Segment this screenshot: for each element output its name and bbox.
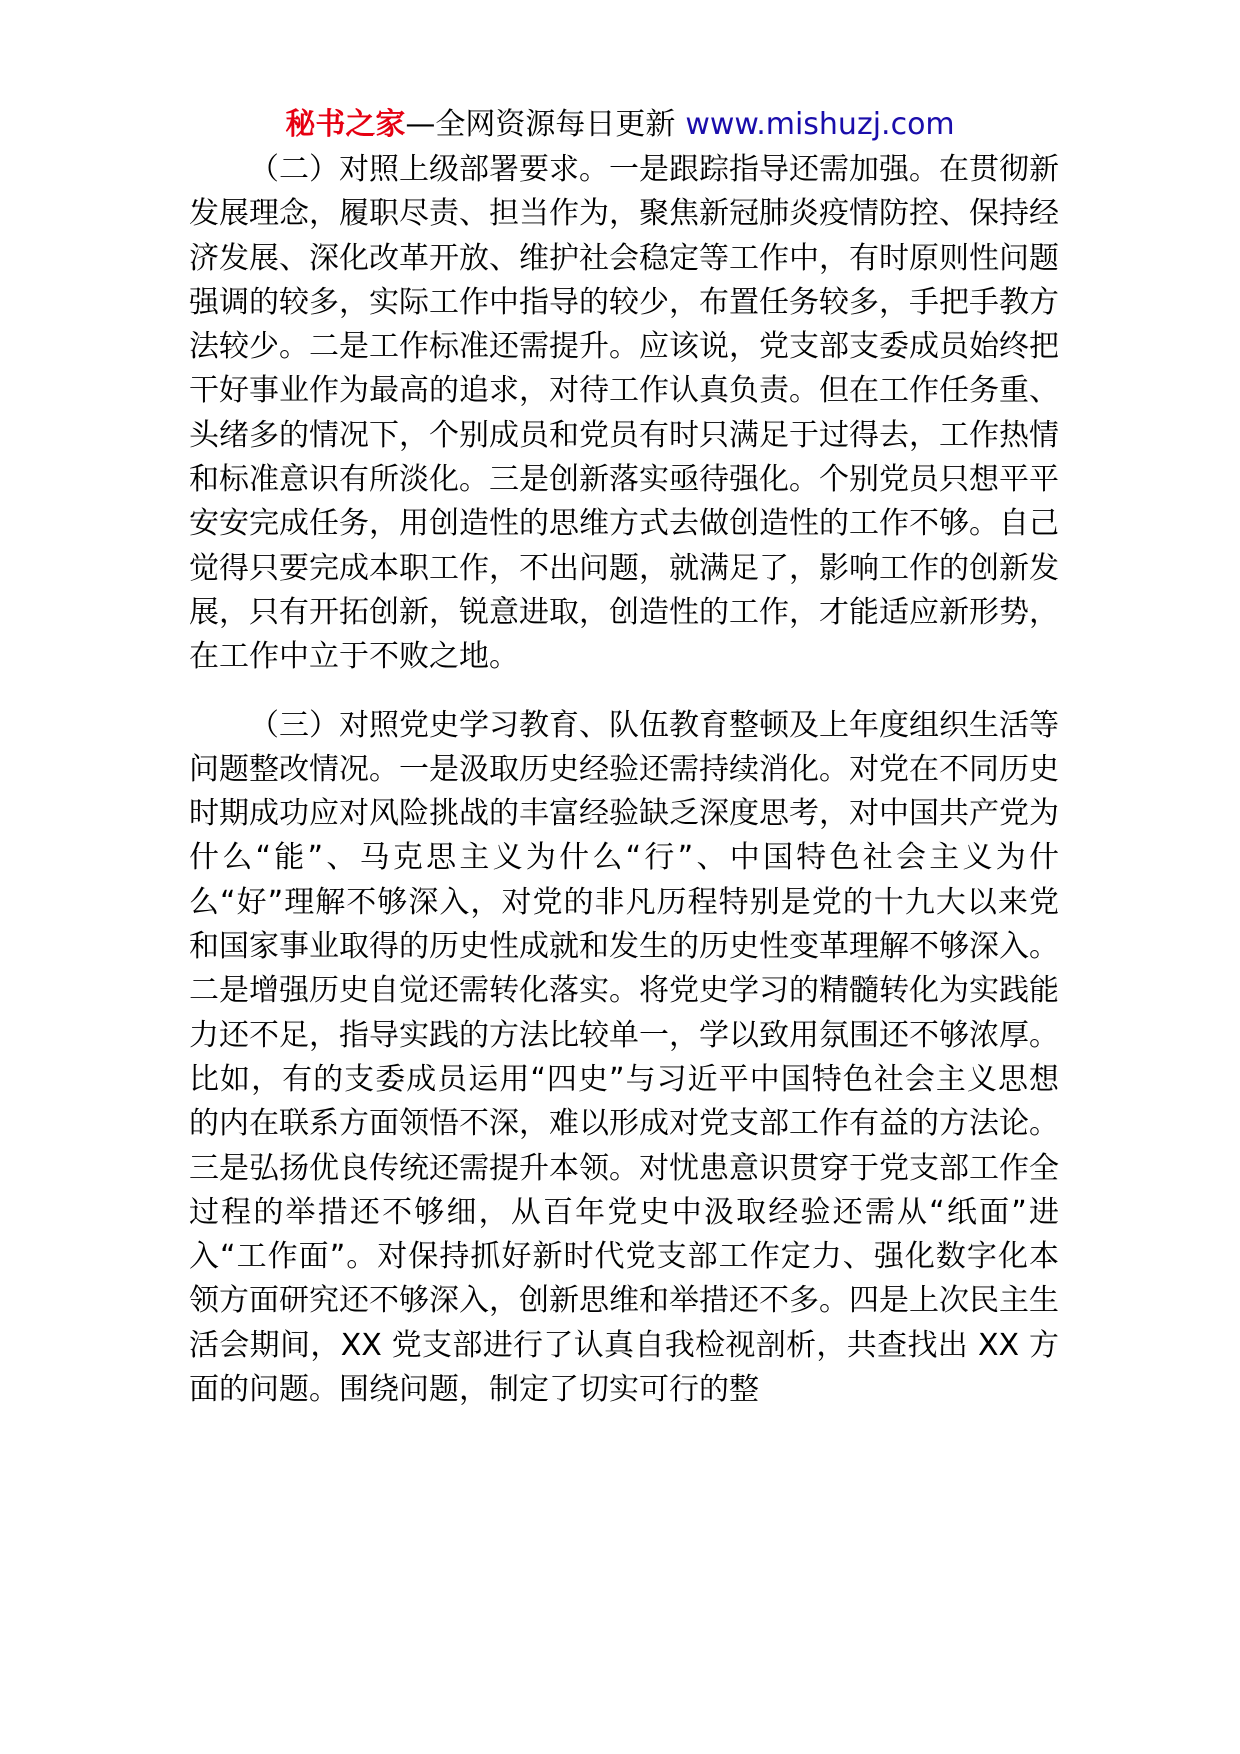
paragraph-section-2: （二）对照上级部署要求。一是跟踪指导还需加强。在贯彻新发展理念，履职尽责、担当作为，聚焦新冠肺炎疫情防控、保持经济发展、深化改革开放、维护社会稳定等工作中，有时原则性问题强调的较多，实际工作中指导的较少，布置任务较多，手把手教方法较少。二是工作标准还需提升。应该说，党支部支委成员始终把干好事业作为最高的追求，对待工作认真负责。但在工作任务重、头绪多的情况下，个别成员和党员有时只满足于过得去，工作热情和标准意识有所淡化。三是创新落实亟待强化。个别党员只想平平安安完成任务，用创造性的思维方式去做创造性的工作不够。自己觉得只要完成本职工作，不出问题，就满足了，影响工作的创新发展，只有开拓创新，锐意进取，创造性的工作，才能适应新形势，在工作中立于不败之地。 [189,152,1059,675]
header-tagline: —全网资源每日更新 [405,107,676,142]
page-header [0,103,1240,147]
header-url[interactable]: www.mishuzj.com [685,107,955,142]
header-brand: 秘书之家 [285,107,406,142]
document-body [189,148,1059,1412]
paragraph-section-3: （三）对照党史学习教育、队伍教育整顿及上年度组织生活等问题整改情况。一是汲取历史经验还需持续消化。对党在不同历史时期成功应对风险挑战的丰富经验缺乏深度思考，对中国共产党为什么“能”、马克思主义为什么“行”、中国特色社会主义为什么“好”理解不够深入，对党的非凡历程特别是党的十九大以来党和国家事业取得的历史性成就和发生的历史性变革理解不够深入。二是增强历史自觉还需转化落实。将党史学习的精髓转化为实践能力还不足，指导实践的方法比较单一，学以致用氛围还不够浓厚。比如，有的支委成员运用“四史”与习近平中国特色社会主义思想的内在联系方面领悟不深，难以形成对党支部工作有益的方法论。三是弘扬优良传统还需提升本领。对忧患意识贯穿于党支部工作全过程的举措还不够细，从百年党史中汲取经验还需从“纸面”进入“工作面”。对保持抓好新时代党支部工作定力、强化数字化本领方面研究还不够深入，创新思维和举措还不多。四是上次民主生活会期间，XX 党支部进行了认真自我检视剖析，共查找出 XX 方面的问题。围绕问题，制定了切实可行的整 [189,707,1059,1408]
